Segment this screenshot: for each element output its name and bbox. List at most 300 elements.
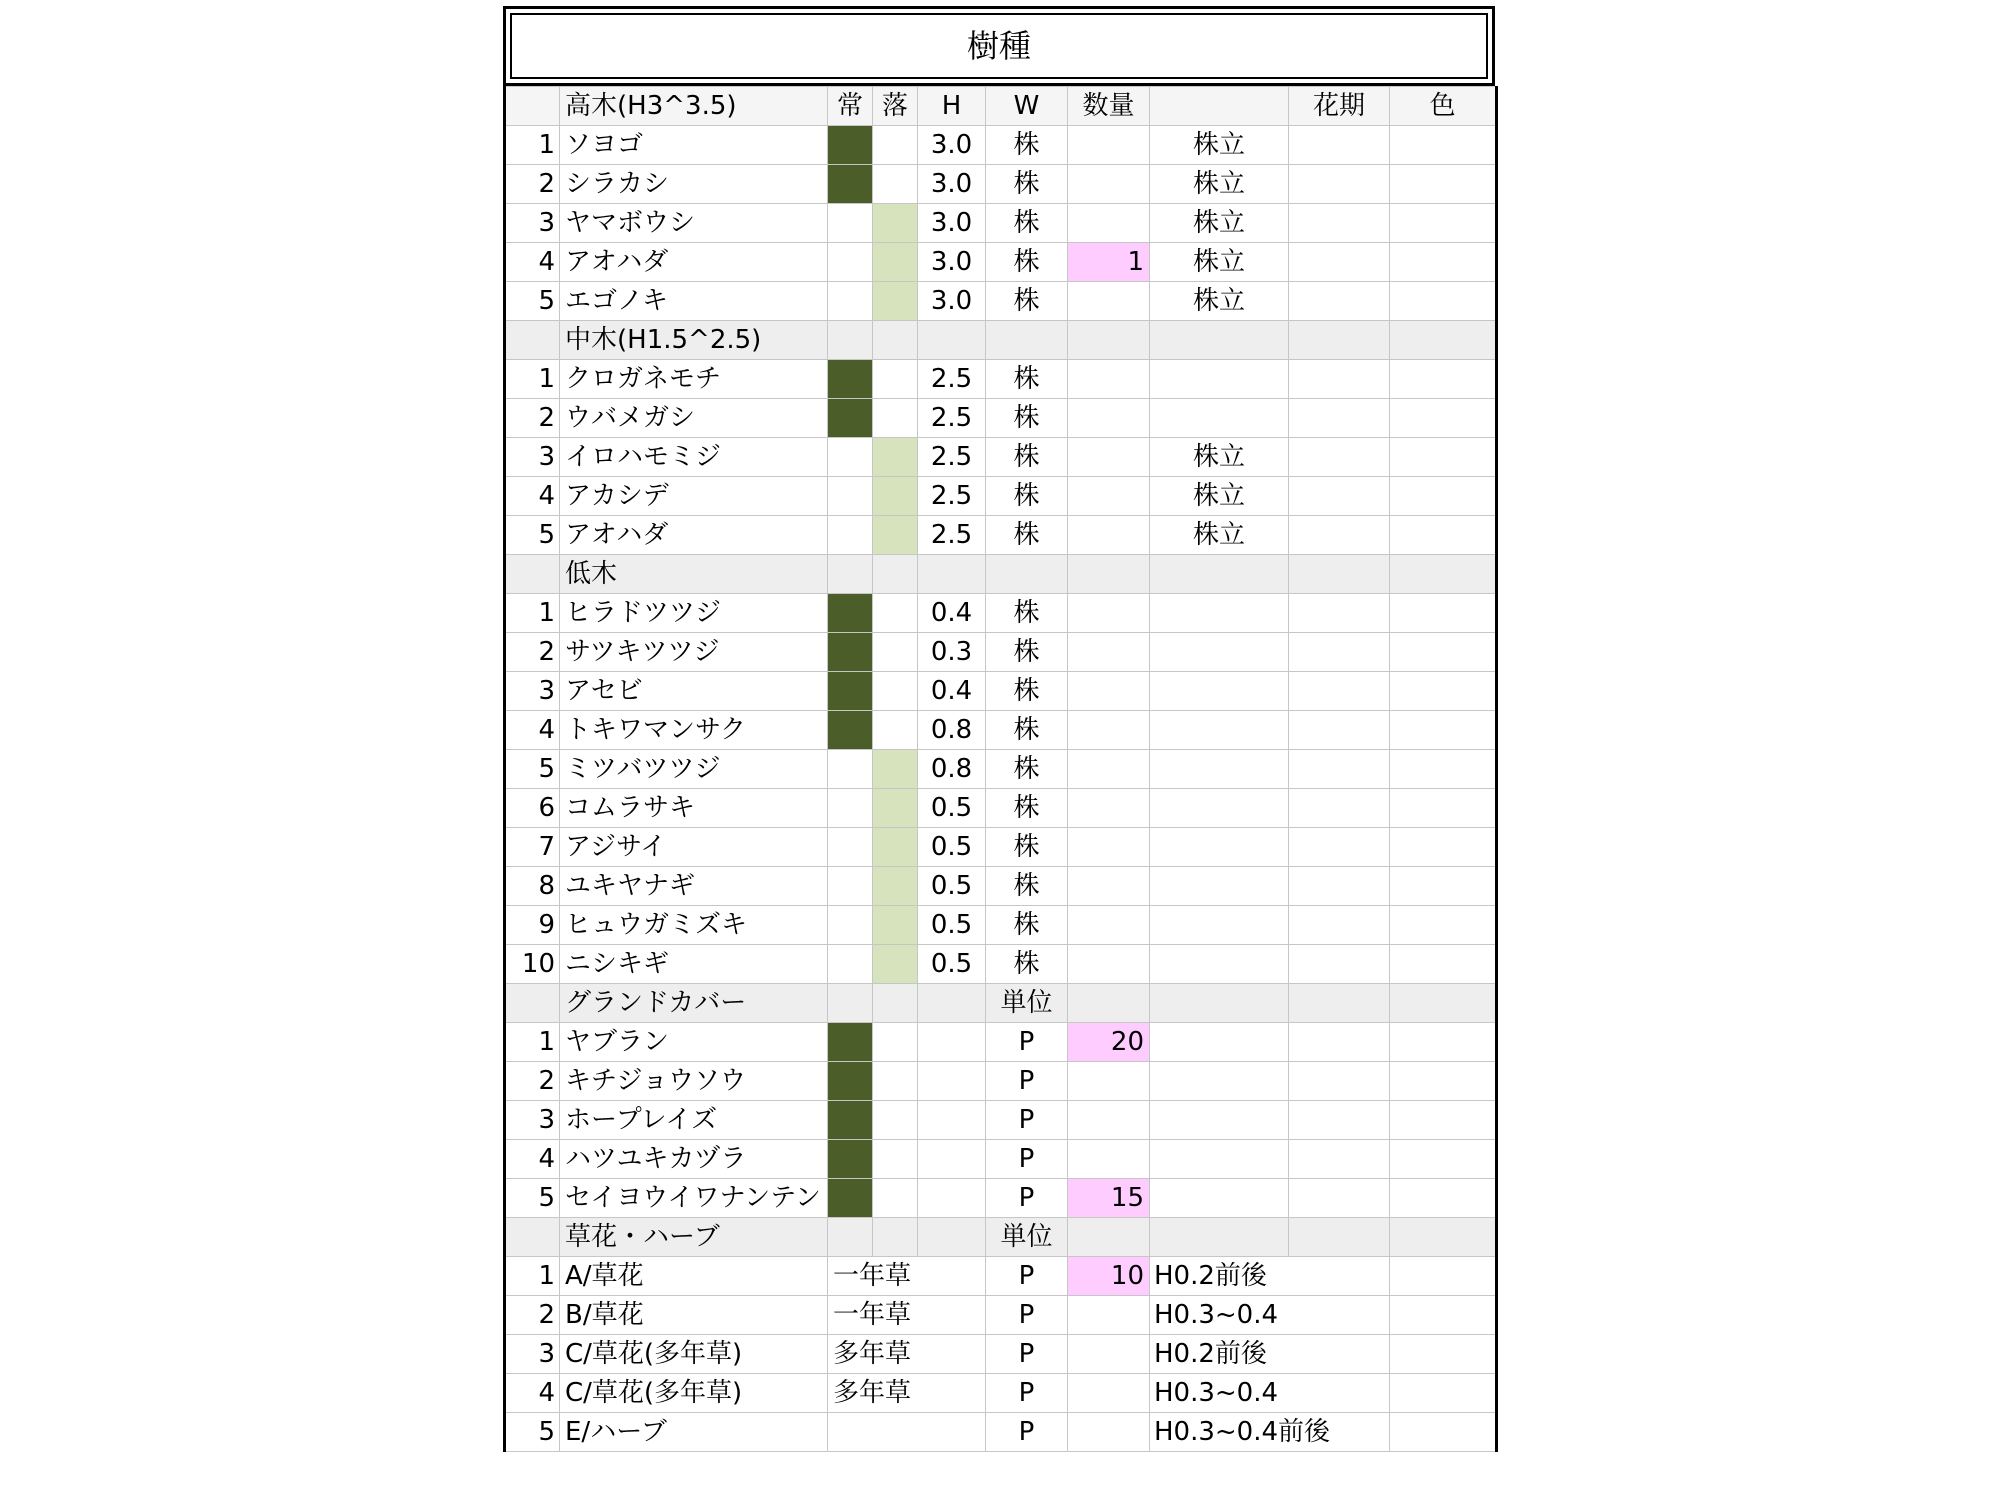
color-cell	[1390, 945, 1497, 984]
color-cell	[1390, 360, 1497, 399]
color-cell	[1390, 1374, 1497, 1413]
note-value	[1150, 945, 1289, 984]
plant-name: A/草花	[560, 1257, 828, 1296]
section-blank	[918, 1218, 986, 1257]
quantity-value	[1068, 906, 1150, 945]
section-blank	[505, 321, 560, 360]
color-cell	[1390, 750, 1497, 789]
note-value: 株立	[1150, 516, 1289, 555]
plant-name: ユキヤナギ	[560, 867, 828, 906]
height-value: 0.8	[918, 750, 986, 789]
height-value: 0.3	[918, 633, 986, 672]
section-unit	[986, 321, 1068, 360]
row-number: 7	[505, 828, 560, 867]
quantity-value	[1068, 828, 1150, 867]
section-blank	[918, 321, 986, 360]
color-cell	[1390, 1179, 1497, 1218]
color-cell	[1390, 477, 1497, 516]
row-number: 4	[505, 711, 560, 750]
quantity-value	[1068, 711, 1150, 750]
unit-value: P	[986, 1101, 1068, 1140]
color-cell	[1390, 1257, 1497, 1296]
plant-name: シラカシ	[560, 165, 828, 204]
height-value	[918, 1062, 986, 1101]
section-blank	[1289, 321, 1390, 360]
section-title: 中木(H1.5^2.5)	[560, 321, 828, 360]
table-row	[505, 906, 1497, 945]
color-cell	[1390, 243, 1497, 282]
note-value: 株立	[1150, 477, 1289, 516]
section-blank	[918, 984, 986, 1023]
table-row	[505, 711, 1497, 750]
evergreen-cell	[828, 438, 873, 477]
deciduous-cell	[873, 867, 918, 906]
unit-value: 株	[986, 789, 1068, 828]
table-row	[505, 789, 1497, 828]
table-row	[505, 867, 1497, 906]
quantity-value	[1068, 945, 1150, 984]
deciduous-cell	[873, 126, 918, 165]
row-number: 1	[505, 126, 560, 165]
plant-name: サツキツツジ	[560, 633, 828, 672]
height-value: 0.5	[918, 789, 986, 828]
header-color: 色	[1390, 87, 1497, 126]
row-number: 1	[505, 594, 560, 633]
row-number: 5	[505, 1179, 560, 1218]
height-value: 3.0	[918, 282, 986, 321]
height-value: 0.5	[918, 945, 986, 984]
unit-value: 株	[986, 750, 1068, 789]
plant-name: クロガネモチ	[560, 360, 828, 399]
section-blank	[505, 555, 560, 594]
quantity-value	[1068, 438, 1150, 477]
unit-value: P	[986, 1023, 1068, 1062]
bloom-cell	[1289, 1140, 1390, 1179]
plant-name: C/草花(多年草)	[560, 1374, 828, 1413]
deciduous-cell	[873, 399, 918, 438]
deciduous-cell	[873, 789, 918, 828]
color-cell	[1390, 1296, 1497, 1335]
table-row	[505, 360, 1497, 399]
section-unit: 単位	[986, 984, 1068, 1023]
table-row	[505, 750, 1497, 789]
section-blank	[873, 555, 918, 594]
evergreen-cell	[828, 1023, 873, 1062]
section-blank	[1289, 984, 1390, 1023]
unit-value: P	[986, 1335, 1068, 1374]
table-row	[505, 399, 1497, 438]
plant-kind: 一年草	[828, 1296, 986, 1335]
bloom-cell	[1289, 438, 1390, 477]
bloom-cell	[1289, 828, 1390, 867]
evergreen-cell	[828, 282, 873, 321]
color-cell	[1390, 828, 1497, 867]
deciduous-cell	[873, 906, 918, 945]
color-cell	[1390, 594, 1497, 633]
sheet-title: 樹種	[966, 27, 1031, 65]
evergreen-cell	[828, 750, 873, 789]
evergreen-cell	[828, 789, 873, 828]
quantity-value	[1068, 594, 1150, 633]
quantity-value	[1068, 672, 1150, 711]
evergreen-cell	[828, 945, 873, 984]
note-value	[1150, 711, 1289, 750]
quantity-value	[1068, 750, 1150, 789]
color-cell	[1390, 906, 1497, 945]
color-cell	[1390, 126, 1497, 165]
header-qty: 数量	[1068, 87, 1150, 126]
quantity-value	[1068, 516, 1150, 555]
header-h: H	[918, 87, 986, 126]
section-blank	[1150, 321, 1289, 360]
height-value: 0.8	[918, 711, 986, 750]
note-value	[1150, 1101, 1289, 1140]
deciduous-cell	[873, 594, 918, 633]
table-row	[505, 594, 1497, 633]
row-number: 5	[505, 750, 560, 789]
evergreen-cell	[828, 243, 873, 282]
remark-value: H0.3~0.4	[1150, 1374, 1390, 1413]
unit-value: P	[986, 1374, 1068, 1413]
bloom-cell	[1289, 594, 1390, 633]
plant-name: エゴノキ	[560, 282, 828, 321]
table-row	[505, 1374, 1497, 1413]
row-number: 5	[505, 516, 560, 555]
bloom-cell	[1289, 1062, 1390, 1101]
note-value: 株立	[1150, 165, 1289, 204]
bloom-cell	[1289, 126, 1390, 165]
deciduous-cell	[873, 165, 918, 204]
section-blank	[828, 984, 873, 1023]
plant-name: アジサイ	[560, 828, 828, 867]
evergreen-cell	[828, 204, 873, 243]
color-cell	[1390, 1062, 1497, 1101]
table-row	[505, 477, 1497, 516]
unit-value: 株	[986, 126, 1068, 165]
height-value	[918, 1101, 986, 1140]
bloom-cell	[1289, 711, 1390, 750]
deciduous-cell	[873, 1023, 918, 1062]
row-number: 3	[505, 1101, 560, 1140]
unit-value: 株	[986, 867, 1068, 906]
quantity-value	[1068, 1296, 1150, 1335]
plant-name: トキワマンサク	[560, 711, 828, 750]
header-no	[505, 87, 560, 126]
unit-value: 株	[986, 165, 1068, 204]
plant-name: ソヨゴ	[560, 126, 828, 165]
section-blank	[918, 555, 986, 594]
row-number: 2	[505, 165, 560, 204]
note-value	[1150, 399, 1289, 438]
plant-name: アカシデ	[560, 477, 828, 516]
plant-name: B/草花	[560, 1296, 828, 1335]
note-value: 株立	[1150, 282, 1289, 321]
height-value: 0.5	[918, 906, 986, 945]
plant-name: ヒュウガミズキ	[560, 906, 828, 945]
unit-value: 株	[986, 477, 1068, 516]
table-row	[505, 165, 1497, 204]
bloom-cell	[1289, 1179, 1390, 1218]
deciduous-cell	[873, 438, 918, 477]
bloom-cell	[1289, 750, 1390, 789]
section-blank	[1068, 555, 1150, 594]
row-number: 4	[505, 1140, 560, 1179]
section-blank	[1068, 984, 1150, 1023]
section-blank	[1150, 984, 1289, 1023]
bloom-cell	[1289, 243, 1390, 282]
plant-table	[503, 86, 1498, 1452]
row-number: 1	[505, 1023, 560, 1062]
table-row	[505, 828, 1497, 867]
section-row	[505, 1218, 1497, 1257]
note-value	[1150, 750, 1289, 789]
unit-value: 株	[986, 516, 1068, 555]
note-value	[1150, 1140, 1289, 1179]
bloom-cell	[1289, 516, 1390, 555]
table-row	[505, 945, 1497, 984]
evergreen-cell	[828, 594, 873, 633]
table-row	[505, 633, 1497, 672]
section-row	[505, 321, 1497, 360]
color-cell	[1390, 1413, 1497, 1452]
quantity-value	[1068, 1374, 1150, 1413]
row-number: 6	[505, 789, 560, 828]
header-deciduous: 落	[873, 87, 918, 126]
header-w: W	[986, 87, 1068, 126]
evergreen-cell	[828, 516, 873, 555]
section-title: 低木	[560, 555, 828, 594]
height-value: 0.4	[918, 672, 986, 711]
evergreen-cell	[828, 165, 873, 204]
unit-value: 株	[986, 828, 1068, 867]
bloom-cell	[1289, 633, 1390, 672]
plant-name: キチジョウソウ	[560, 1062, 828, 1101]
plant-name: ヒラドツツジ	[560, 594, 828, 633]
row-number: 5	[505, 282, 560, 321]
section-blank	[1390, 984, 1497, 1023]
unit-value: 株	[986, 633, 1068, 672]
table-row	[505, 1140, 1497, 1179]
deciduous-cell	[873, 711, 918, 750]
color-cell	[1390, 633, 1497, 672]
bloom-cell	[1289, 204, 1390, 243]
table-row	[505, 126, 1497, 165]
section-blank	[873, 1218, 918, 1257]
unit-value: 株	[986, 438, 1068, 477]
section-blank	[1068, 321, 1150, 360]
height-value: 2.5	[918, 438, 986, 477]
bloom-cell	[1289, 360, 1390, 399]
note-value: 株立	[1150, 243, 1289, 282]
unit-value: P	[986, 1062, 1068, 1101]
row-number: 3	[505, 438, 560, 477]
table-row	[505, 1062, 1497, 1101]
section-blank	[1068, 1218, 1150, 1257]
unit-value: 株	[986, 711, 1068, 750]
quantity-value	[1068, 867, 1150, 906]
plant-kind: 多年草	[828, 1335, 986, 1374]
unit-value: 株	[986, 594, 1068, 633]
section-row	[505, 984, 1497, 1023]
quantity-value	[1068, 1413, 1150, 1452]
section-blank	[1289, 1218, 1390, 1257]
note-value	[1150, 1179, 1289, 1218]
row-number: 5	[505, 1413, 560, 1452]
color-cell	[1390, 1101, 1497, 1140]
quantity-value	[1068, 633, 1150, 672]
height-value	[918, 1140, 986, 1179]
evergreen-cell	[828, 360, 873, 399]
table-row	[505, 1101, 1497, 1140]
row-number: 3	[505, 672, 560, 711]
height-value: 0.4	[918, 594, 986, 633]
color-cell	[1390, 438, 1497, 477]
quantity-value	[1068, 477, 1150, 516]
plant-name: ウバメガシ	[560, 399, 828, 438]
table-row	[505, 1179, 1497, 1218]
table-body	[505, 87, 1497, 1452]
row-number: 1	[505, 1257, 560, 1296]
quantity-value	[1068, 1062, 1150, 1101]
quantity-value	[1068, 360, 1150, 399]
plant-name: ヤブラン	[560, 1023, 828, 1062]
deciduous-cell	[873, 945, 918, 984]
section-title: 草花・ハーブ	[560, 1218, 828, 1257]
unit-value: 株	[986, 204, 1068, 243]
header-bloom: 花期	[1289, 87, 1390, 126]
section-unit	[986, 555, 1068, 594]
table-row	[505, 1257, 1497, 1296]
unit-value: P	[986, 1179, 1068, 1218]
section-title: グランドカバー	[560, 984, 828, 1023]
height-value: 0.5	[918, 867, 986, 906]
note-value: 株立	[1150, 204, 1289, 243]
section-blank	[873, 984, 918, 1023]
color-cell	[1390, 1023, 1497, 1062]
row-number: 2	[505, 399, 560, 438]
bloom-cell	[1289, 906, 1390, 945]
header-name: 高木(H3^3.5)	[560, 87, 828, 126]
remark-value: H0.3~0.4	[1150, 1296, 1390, 1335]
header-evergreen: 常	[828, 87, 873, 126]
deciduous-cell	[873, 633, 918, 672]
plant-name: アセビ	[560, 672, 828, 711]
plant-name: アオハダ	[560, 243, 828, 282]
bloom-cell	[1289, 789, 1390, 828]
section-blank	[1390, 555, 1497, 594]
section-blank	[828, 555, 873, 594]
height-value: 3.0	[918, 204, 986, 243]
header-row	[505, 87, 1497, 126]
table-row	[505, 1335, 1497, 1374]
note-value	[1150, 360, 1289, 399]
evergreen-cell	[828, 672, 873, 711]
evergreen-cell	[828, 633, 873, 672]
plant-name: ホープレイズ	[560, 1101, 828, 1140]
row-number: 3	[505, 1335, 560, 1374]
section-blank	[873, 321, 918, 360]
quantity-value: 15	[1068, 1179, 1150, 1218]
spreadsheet	[503, 6, 1495, 1452]
deciduous-cell	[873, 672, 918, 711]
remark-value: H0.3~0.4前後	[1150, 1413, 1390, 1452]
title-box	[503, 6, 1495, 86]
note-value: 株立	[1150, 438, 1289, 477]
plant-name: セイヨウイワナンテン	[560, 1179, 828, 1218]
plant-name: イロハモミジ	[560, 438, 828, 477]
quantity-value	[1068, 126, 1150, 165]
plant-name: C/草花(多年草)	[560, 1335, 828, 1374]
row-number: 4	[505, 1374, 560, 1413]
row-number: 2	[505, 1296, 560, 1335]
note-value	[1150, 906, 1289, 945]
height-value: 0.5	[918, 828, 986, 867]
deciduous-cell	[873, 360, 918, 399]
note-value	[1150, 633, 1289, 672]
evergreen-cell	[828, 906, 873, 945]
unit-value: 株	[986, 243, 1068, 282]
row-number: 4	[505, 477, 560, 516]
row-number: 2	[505, 1062, 560, 1101]
row-number: 4	[505, 243, 560, 282]
plant-name: E/ハーブ	[560, 1413, 828, 1452]
section-blank	[1150, 1218, 1289, 1257]
unit-value: P	[986, 1140, 1068, 1179]
quantity-value	[1068, 282, 1150, 321]
quantity-value	[1068, 1101, 1150, 1140]
height-value: 2.5	[918, 360, 986, 399]
note-value	[1150, 789, 1289, 828]
row-number: 9	[505, 906, 560, 945]
evergreen-cell	[828, 126, 873, 165]
unit-value: 株	[986, 399, 1068, 438]
evergreen-cell	[828, 1062, 873, 1101]
unit-value: 株	[986, 945, 1068, 984]
unit-value: 株	[986, 282, 1068, 321]
quantity-value	[1068, 789, 1150, 828]
table-row	[505, 243, 1497, 282]
note-value: 株立	[1150, 126, 1289, 165]
color-cell	[1390, 672, 1497, 711]
plant-name: アオハダ	[560, 516, 828, 555]
bloom-cell	[1289, 1023, 1390, 1062]
section-blank	[1390, 1218, 1497, 1257]
table-row	[505, 1413, 1497, 1452]
quantity-value	[1068, 204, 1150, 243]
remark-value: H0.2前後	[1150, 1335, 1390, 1374]
deciduous-cell	[873, 1062, 918, 1101]
deciduous-cell	[873, 282, 918, 321]
unit-value: P	[986, 1296, 1068, 1335]
bloom-cell	[1289, 282, 1390, 321]
color-cell	[1390, 399, 1497, 438]
note-value	[1150, 672, 1289, 711]
evergreen-cell	[828, 1101, 873, 1140]
note-value	[1150, 1062, 1289, 1101]
section-blank	[1289, 555, 1390, 594]
height-value: 2.5	[918, 399, 986, 438]
note-value	[1150, 1023, 1289, 1062]
height-value	[918, 1023, 986, 1062]
height-value	[918, 1179, 986, 1218]
color-cell	[1390, 516, 1497, 555]
evergreen-cell	[828, 399, 873, 438]
section-row	[505, 555, 1497, 594]
unit-value: 株	[986, 672, 1068, 711]
table-row	[505, 438, 1497, 477]
color-cell	[1390, 204, 1497, 243]
bloom-cell	[1289, 1101, 1390, 1140]
